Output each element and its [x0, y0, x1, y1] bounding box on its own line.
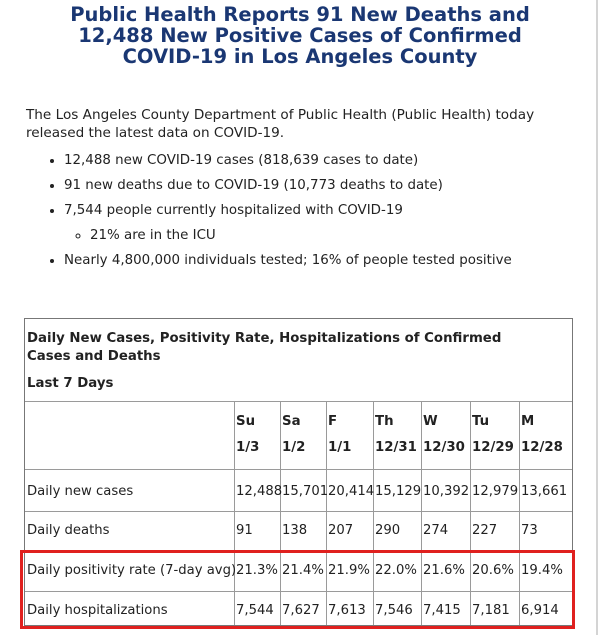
- summary-list: [26, 152, 584, 277]
- table-cell: 73: [521, 523, 538, 538]
- list-item-text: 7,544 people currently hospitalized with COVID-19: [64, 203, 403, 218]
- row-label: Daily positivity rate (7-day avg): [27, 563, 237, 578]
- row-label: Daily deaths: [27, 523, 110, 538]
- table-cell: 20,414: [328, 484, 375, 499]
- list-item: • Nearly 4,800,000 individuals tested; 16% of people tested positive: [64, 252, 584, 269]
- day-header: [236, 413, 259, 457]
- table-subheading: Last 7 Days: [27, 376, 114, 391]
- table-heading: Daily New Cases, Positivity Rate, Hospitalizations of Confirmed Cases and Deaths: [27, 331, 502, 364]
- table-cell: 21.4%: [282, 563, 324, 578]
- table-cell: 20.6%: [472, 563, 514, 578]
- day-header: [423, 413, 465, 457]
- list-item: • 12,488 new COVID-19 cases (818,639 cases to date): [64, 152, 584, 169]
- day-date: 1/3: [236, 440, 260, 455]
- table-cell: 7,627: [282, 603, 320, 618]
- day-name: Th: [375, 414, 394, 429]
- intro-paragraph: The Los Angeles County Department of Public Health (Public Health) today released the latest data on COVID-19.: [26, 107, 535, 141]
- day-header: [328, 413, 351, 457]
- table-cell: 15,701: [282, 484, 329, 499]
- table-cell: 7,613: [328, 603, 366, 618]
- list-item: [64, 202, 584, 244]
- list-item: • 91 new deaths due to COVID-19 (10,773 deaths to date): [64, 177, 584, 194]
- table-rule: [25, 469, 572, 470]
- table-cell: 227: [472, 523, 498, 538]
- table-cell: 7,415: [423, 603, 461, 618]
- table-cell: 10,392: [423, 484, 470, 499]
- table-cell: 21.3%: [236, 563, 278, 578]
- day-name: Sa: [282, 414, 301, 429]
- row-label: Daily new cases: [27, 484, 134, 499]
- headline: Public Health Reports 91 New Deaths and 12,488 New Positive Cases of Confirmed COVID-19 in Los Angeles County: [70, 3, 530, 68]
- table-cell: 91: [236, 523, 253, 538]
- sub-list: [64, 227, 584, 244]
- day-header: [282, 413, 305, 457]
- table-cell: 21.9%: [328, 563, 370, 578]
- table-cell: 290: [375, 523, 401, 538]
- day-date: 12/30: [423, 440, 465, 455]
- table-cell: 19.4%: [521, 563, 563, 578]
- day-date: 1/1: [328, 440, 352, 455]
- day-header: [521, 413, 563, 457]
- day-date: 12/31: [375, 440, 417, 455]
- table-rule: [25, 511, 572, 512]
- table-cell: 207: [328, 523, 354, 538]
- table-cell: 21.6%: [423, 563, 465, 578]
- table-cell: 13,661: [521, 484, 568, 499]
- table-cell: 22.0%: [375, 563, 417, 578]
- table-cell: 274: [423, 523, 449, 538]
- page-edge: [596, 0, 598, 635]
- table-cell: 7,181: [472, 603, 510, 618]
- day-header: [375, 413, 417, 457]
- table-cell: 12,488: [236, 484, 283, 499]
- day-name: M: [521, 414, 535, 429]
- day-header: [472, 413, 514, 457]
- day-name: Su: [236, 414, 256, 429]
- sub-list-item: ◦ 21% are in the ICU: [90, 227, 584, 244]
- table-cell: 15,129: [375, 484, 422, 499]
- day-name: Tu: [472, 414, 490, 429]
- highlight-box: [20, 550, 575, 629]
- table-cell: 7,546: [375, 603, 413, 618]
- table-cell: 6,914: [521, 603, 559, 618]
- day-date: 1/2: [282, 440, 306, 455]
- day-date: 12/29: [472, 440, 514, 455]
- day-name: F: [328, 414, 338, 429]
- row-label: Daily hospitalizations: [27, 603, 168, 618]
- day-date: 12/28: [521, 440, 563, 455]
- table-cell: 138: [282, 523, 308, 538]
- day-name: W: [423, 414, 438, 429]
- table-cell: 12,979: [472, 484, 519, 499]
- table-cell: 7,544: [236, 603, 274, 618]
- table-rule: [25, 401, 572, 402]
